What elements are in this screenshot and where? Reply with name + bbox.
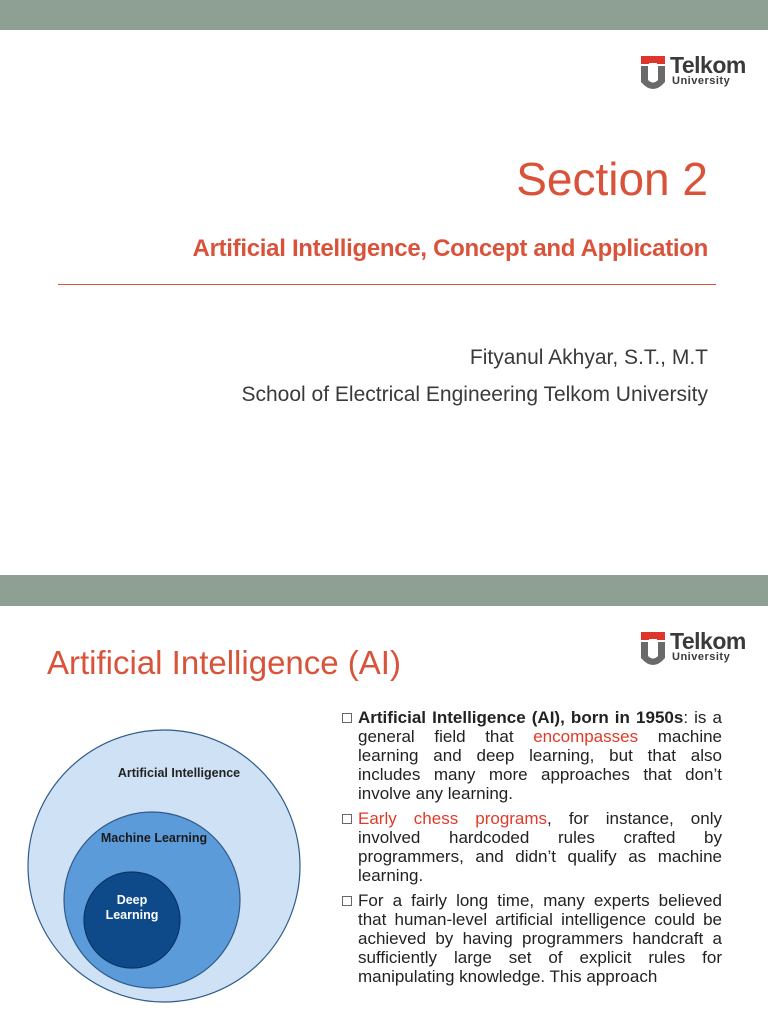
school-name: School of Electrical Engineering Telkom University — [241, 383, 708, 406]
bullet-list — [340, 708, 722, 992]
bullet-chess-programs — [340, 809, 722, 885]
logo-subtext: University — [672, 75, 731, 87]
bullet-text: machine learning and deep learning, but that also includes many more approaches that don’t involve any learning. — [358, 727, 722, 803]
ml-label: Machine Learning — [100, 831, 208, 845]
ai-term: Artificial Intelligence (AI), born in 1950s — [358, 708, 684, 727]
top-bar — [0, 0, 768, 30]
logo-subtext: University — [672, 651, 731, 663]
dl-label-line2: Learning — [105, 908, 159, 922]
ai-ml-dl-venn-diagram — [14, 716, 314, 1018]
section-subtitle: Artificial Intelligence, Concept and Application — [192, 235, 708, 262]
slide-1 — [0, 30, 768, 575]
bullet-text: : is a general field that — [358, 708, 722, 746]
slide-title: Artificial Intelligence (AI) — [47, 644, 401, 681]
square-bullet-icon — [342, 896, 352, 906]
telkom-logo — [640, 52, 760, 98]
telkom-logo-mark-icon — [640, 54, 666, 92]
bullet-text: For a fairly long time, many experts believed that human-level artificial intelligence could be achieved by having programmers handcraft a sufficiently large set of explicit rules for manipulating knowledge. This approach — [358, 891, 722, 986]
ai-label: Artificial Intelligence — [117, 766, 241, 780]
bullet-text: , for instance, only involved hardcoded rules crafted by programmers, and didn’t qualify as machine learning. — [358, 809, 722, 885]
section-title: Section 2 — [516, 153, 708, 205]
logo-wordmark: Telkom — [670, 628, 746, 654]
highlight-chess-programs: Early chess programs — [358, 809, 548, 828]
title-divider — [58, 284, 716, 285]
telkom-logo-mark-icon — [640, 630, 666, 668]
slide-separator-bar — [0, 575, 768, 606]
bullet-experts-belief — [340, 891, 722, 986]
highlight-encompasses: encompasses — [533, 727, 639, 746]
bullet-ai-definition — [340, 708, 722, 803]
author-name: Fityanul Akhyar, S.T., M.T — [469, 346, 708, 369]
square-bullet-icon — [342, 713, 352, 723]
logo-wordmark: Telkom — [670, 52, 746, 78]
dl-label-line1: Deep — [116, 893, 148, 907]
square-bullet-icon — [342, 814, 352, 824]
telkom-logo — [640, 628, 760, 674]
